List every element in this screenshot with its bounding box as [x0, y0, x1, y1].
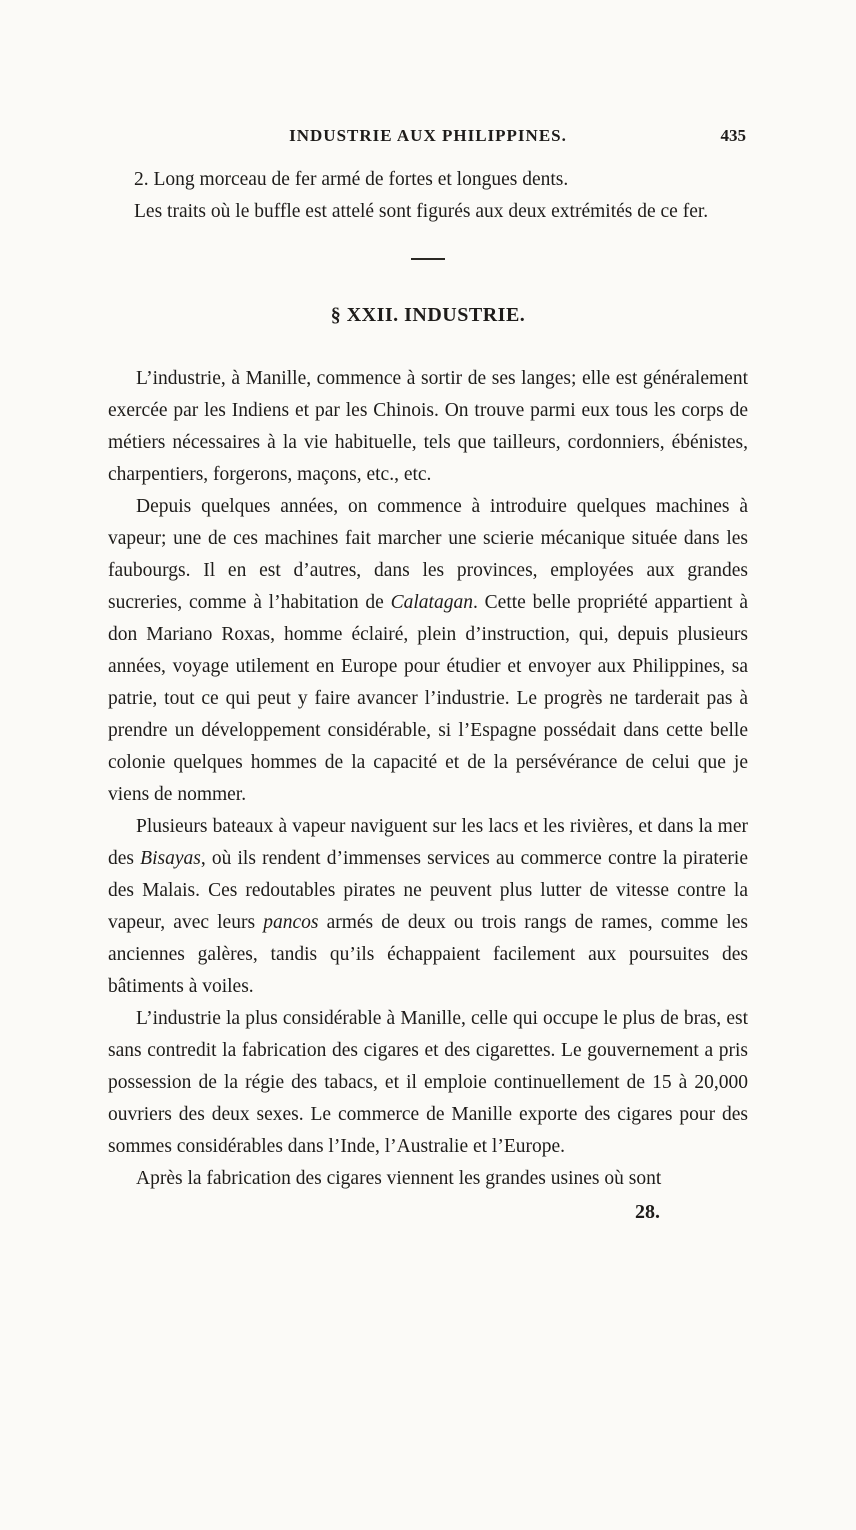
- italic-term: pancos: [263, 912, 319, 933]
- page-header: [108, 126, 748, 152]
- paragraph-text: , où ils rendent d’immenses services au commerce contre la piraterie des Malais. Ces redoutables pirates ne peuvent plus lutter de vitesse contre la vapeur, avec leurs: [108, 848, 748, 933]
- paragraph-text: armés de deux ou trois rangs de rames, comme les anciennes galères, tandis qu’ils échappaient facilement aux poursuites des bâtiments à voiles.: [108, 912, 748, 997]
- italic-term: Calatagan: [390, 592, 473, 613]
- paragraph-text: . Cette belle propriété appartient à don Mariano Roxas, homme éclairé, plein d’instruction, qui, depuis plusieurs années, voyage utilement en Europe pour étudier et envoyer aux Philippines, sa patrie, tout ce qui peut y faire avancer l’industrie. Le progrès ne tarderait pas à prendre un développement considérable, si l’Espagne possédait dans cette belle colonie quelques hommes de la capacité et de la persévérance de celui que je viens de nommer.: [108, 592, 748, 805]
- page-number: 435: [720, 126, 746, 145]
- body-paragraphs: [108, 363, 748, 1195]
- intro-section: [108, 164, 748, 228]
- paragraph: [108, 811, 748, 1003]
- signature-mark: 28.: [635, 1201, 660, 1223]
- paragraph: [108, 491, 748, 811]
- paragraph-text: L’industrie la plus considérable à Manille, celle qui occupe le plus de bras, est sans contredit la fabrication des cigares et des cigarettes. Le gouvernement a pris possession de la régie des tabacs, et il emploie continuellement de 15 à 20,000 ouvriers des deux sexes. Le commerce de Manille exporte des cigares pour des sommes considérables dans l’Inde, l’Australie et l’Europe.: [108, 1008, 748, 1157]
- paragraph-text: Après la fabrication des cigares viennent les grandes usines où sont: [136, 1168, 662, 1189]
- paragraph: [108, 363, 748, 491]
- paragraph: [108, 1163, 748, 1195]
- intro-note: Les traits où le buffle est attelé sont figurés aux deux extrémités de ce fer.: [134, 201, 709, 222]
- paragraph-text: Plusieurs bateaux à vapeur naviguent sur les lacs et les rivières, et dans la mer des: [108, 816, 748, 869]
- section-heading: § XXII. INDUSTRIE.: [330, 304, 526, 326]
- paragraph-text: L’industrie, à Manille, commence à sortir de ses langes; elle est généralement exercée par les Indiens et par les Chinois. On trouve parmi eux tous les corps de métiers nécessaires à la vie habituelle, tels que tailleurs, cordonniers, ébénistes, charpentiers, forgerons, maçons, etc., etc.: [108, 368, 748, 485]
- text-block: [108, 126, 748, 1224]
- italic-term: Bisayas: [140, 848, 201, 869]
- paragraph: [108, 1003, 748, 1163]
- running-title: INDUSTRIE AUX PHILIPPINES.: [289, 126, 567, 145]
- section-divider: [411, 258, 445, 260]
- paragraph-text: Depuis quelques années, on commence à introduire quelques machines à vapeur; une de ces machines fait marcher une scierie mécanique située dans les faubourgs. Il en est d’autres, dans les provinces, employées aux grandes sucreries, comme à l’habitation de: [108, 496, 748, 613]
- intro-item: 2. Long morceau de fer armé de fortes et longues dents.: [134, 169, 569, 190]
